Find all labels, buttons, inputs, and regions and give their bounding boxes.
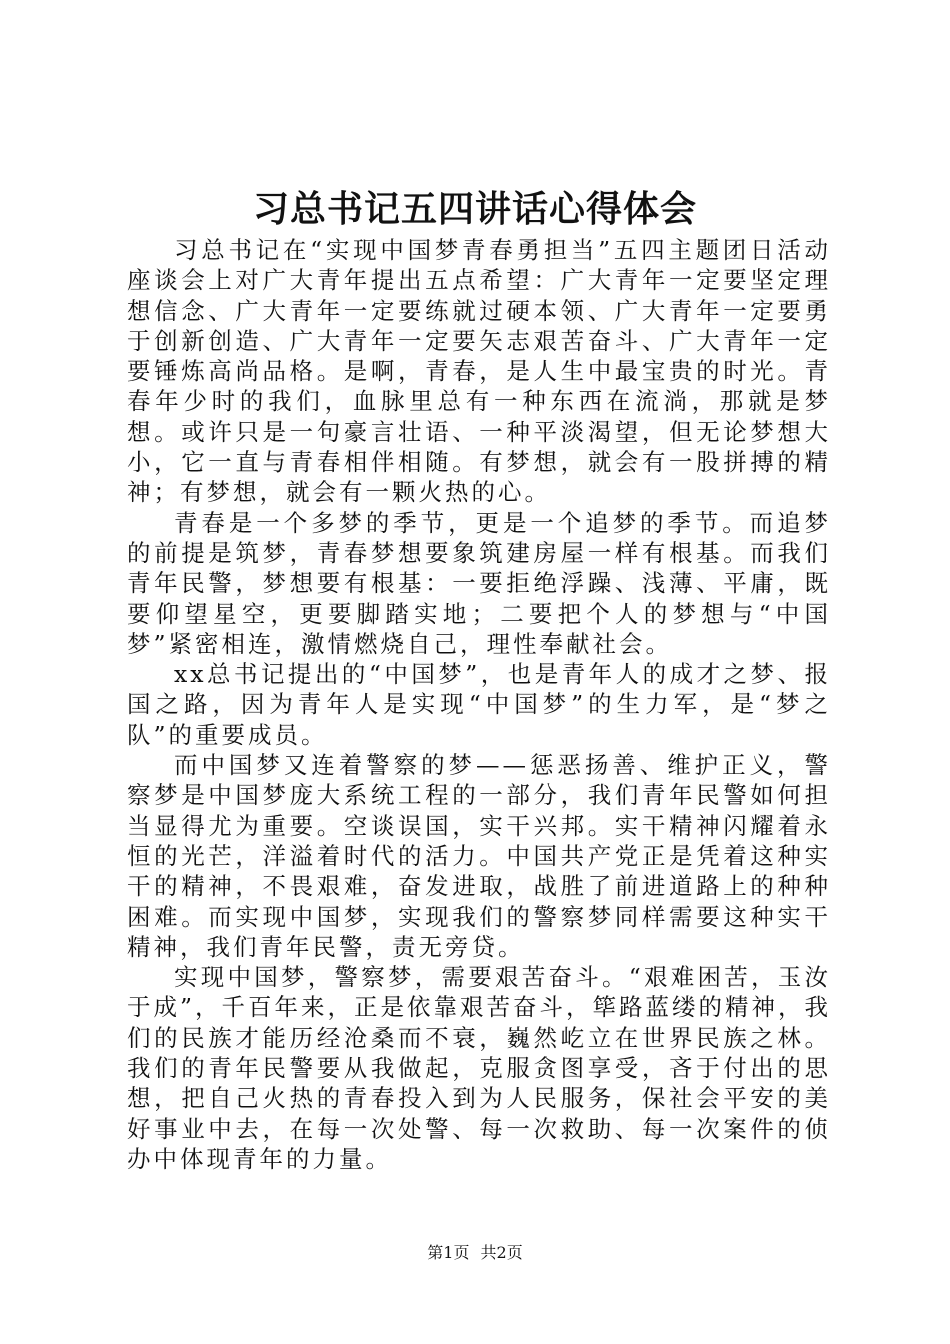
page-total: 共2页: [480, 1243, 523, 1262]
paragraph-1: 习总书记在“实现中国梦青春勇担当”五四主题团日活动座谈会上对广大青年提出五点希望：广大青年一定要坚定理想信念、广大青年一定要练就过硬本领、广大青年一定要勇于创新创造、广大青年一定要矢志艰苦奋斗、广大青年一定要锤炼高尚品格。是啊，青春，是人生中最宝贵的时光。青春年少时的我们，血脉里总有一种东西在流淌，那就是梦想。或许只是一句豪言壮语、一种平淡渴望，但无论梦想大小，它一直与青春相伴相随。有梦想，就会有一股拼搏的精神；有梦想，就会有一颗火热的心。: [127, 236, 831, 507]
paragraph-5: 实现中国梦，警察梦，需要艰苦奋斗。“艰难困苦，玉汝于成”，千百年来，正是依靠艰苦奋斗，筚路蓝缕的精神，我们的民族才能历经沧桑而不衰，巍然屹立在世界民族之林。我们的青年民警要从我做起，克服贪图享受，吝于付出的思想，把自己火热的青春投入到为人民服务，保社会平安的美好事业中去，在每一次处警、每一次救助、每一次案件的侦办中体现青年的力量。: [127, 963, 832, 1173]
paragraph-4: 而中国梦又连着警察的梦——惩恶扬善、维护正义，警察梦是中国梦庞大系统工程的一部分，我们青年民警如何担当显得尤为重要。空谈误国，实干兴邦。实干精神闪耀着永恒的光芒，洋溢着时代的活力。中国共产党正是凭着这种实干的精神，不畏艰难，奋发进取，战胜了前进道路上的种种困难。而实现中国梦，实现我们的警察梦同样需要这种实干精神，我们青年民警，责无旁贷。: [127, 751, 831, 961]
page-footer: [0, 1243, 950, 1263]
paragraph-3: xx总书记提出的“中国梦”，也是青年人的成才之梦、报国之路，因为青年人是实现“中国梦”的生力军，是“梦之队”的重要成员。: [127, 660, 831, 749]
document-title: 习总书记五四讲话心得体会: [252, 189, 697, 230]
page-number: 第1页: [427, 1243, 470, 1262]
paragraph-2: 青春是一个多梦的季节，更是一个追梦的季节。而追梦的前提是筑梦，青春梦想要象筑建房屋一样有根基。而我们青年民警，梦想要有根基：一要拒绝浮躁、浅薄、平庸，既要仰望星空，更要脚踏实地；二要把个人的梦想与“中国梦”紧密相连，激情燃烧自己，理性奉献社会。: [127, 508, 831, 658]
document-body: [127, 235, 831, 1174]
